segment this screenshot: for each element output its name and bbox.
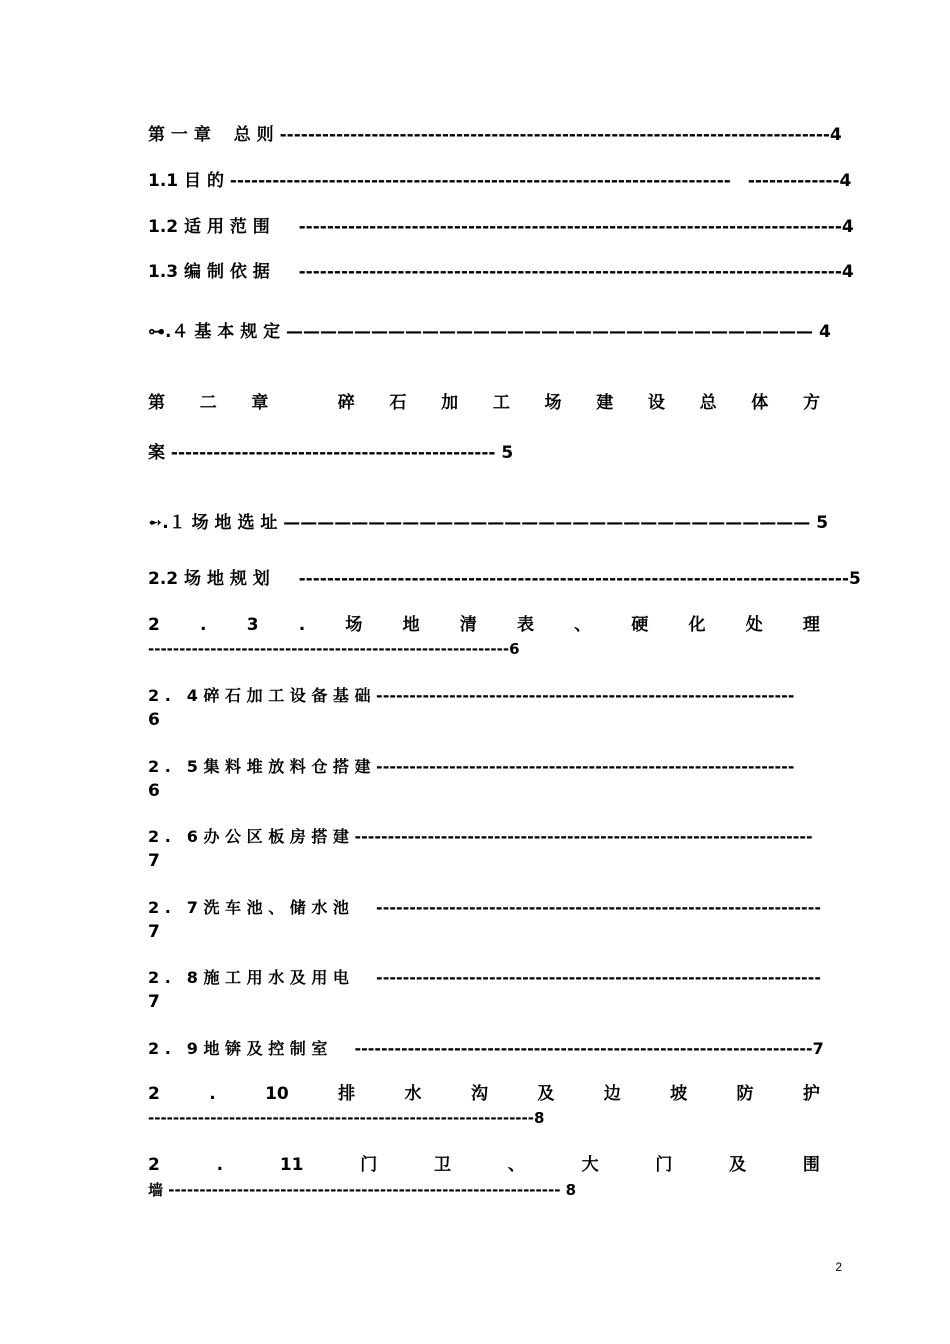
toc-section-2-5-line2: 6 [148,781,160,801]
toc-section-2-4-line2: 6 [148,710,160,730]
toc-section-2-10-line1: 2 . 10 排 水 沟 及 边 坡 防 护 [148,1084,820,1104]
toc-section-2-3-line1: 2 . 3 . 场 地 清 表 、 硬 化 处 理 [148,615,820,635]
toc-section-2-8-line2: 7 [148,992,160,1012]
toc-section-1-1: 1.1 目 的 ----------------------------------------------------------------------- -------------4 [148,171,852,191]
toc-section-2-4-line1: 2 . 4 碎 石 加 工 设 备 基 础 --------------------------------------------------------------- [148,686,795,705]
toc-section-2-6-line1: 2 . 6 办 公 区 板 房 搭 建 --------------------------------------------------------------------- [148,827,813,846]
toc-chapter-1: 第 一 章 总 则 ------------------------------------------------------------------------------4 [148,125,842,145]
toc-section-1-4: ⊶.４ 基 本 规 定 ——————————————————————————————— 4 [148,322,831,342]
toc-section-2-8-line1: 2 . 8 施 工 用 水 及 用 电 ------------------------------------------------------------------- [148,968,821,987]
toc-chapter-2-line1: 第 二 章 碎 石 加 工 场 建 设 总 体 方 [148,393,820,413]
toc-section-2-11-line2: 墙 --------------------------------------------------------------- 8 [148,1181,577,1199]
toc-section-2-5-line1: 2 . 5 集 料 堆 放 料 仓 搭 建 --------------------------------------------------------------- [148,757,795,776]
toc-section-2-2: 2.2 场 地 规 划 ------------------------------------------------------------------------------5 [148,569,861,589]
toc-section-2-6-line2: 7 [148,851,160,871]
toc-section-2-10-line2: --------------------------------------------------------------8 [148,1109,545,1127]
toc-section-2-1: ➻.１ 场 地 选 址 ——————————————————————————————— 5 [148,513,829,533]
toc-section-1-3: 1.3 编 制 依 据 -----------------------------------------------------------------------------4 [148,262,854,282]
toc-section-2-11-line1: 2 . 11 门 卫 、 大 门 及 围 [148,1155,820,1175]
toc-section-2-9: 2 . 9 地 锛 及 控 制 室 ---------------------------------------------------------------------7 [148,1039,824,1058]
toc-section-1-2: 1.2 适 用 范 围 -----------------------------------------------------------------------------4 [148,217,854,237]
toc-section-2-7-line2: 7 [148,922,160,942]
toc-chapter-2-line2: 案 ---------------------------------------------- 5 [148,443,514,463]
toc-section-2-7-line1: 2 . 7 洗 车 池 、 储 水 池 ------------------------------------------------------------------- [148,898,821,917]
page-number: 2 [835,1260,842,1274]
toc-section-2-3-line2: ----------------------------------------------------------6 [148,640,520,658]
